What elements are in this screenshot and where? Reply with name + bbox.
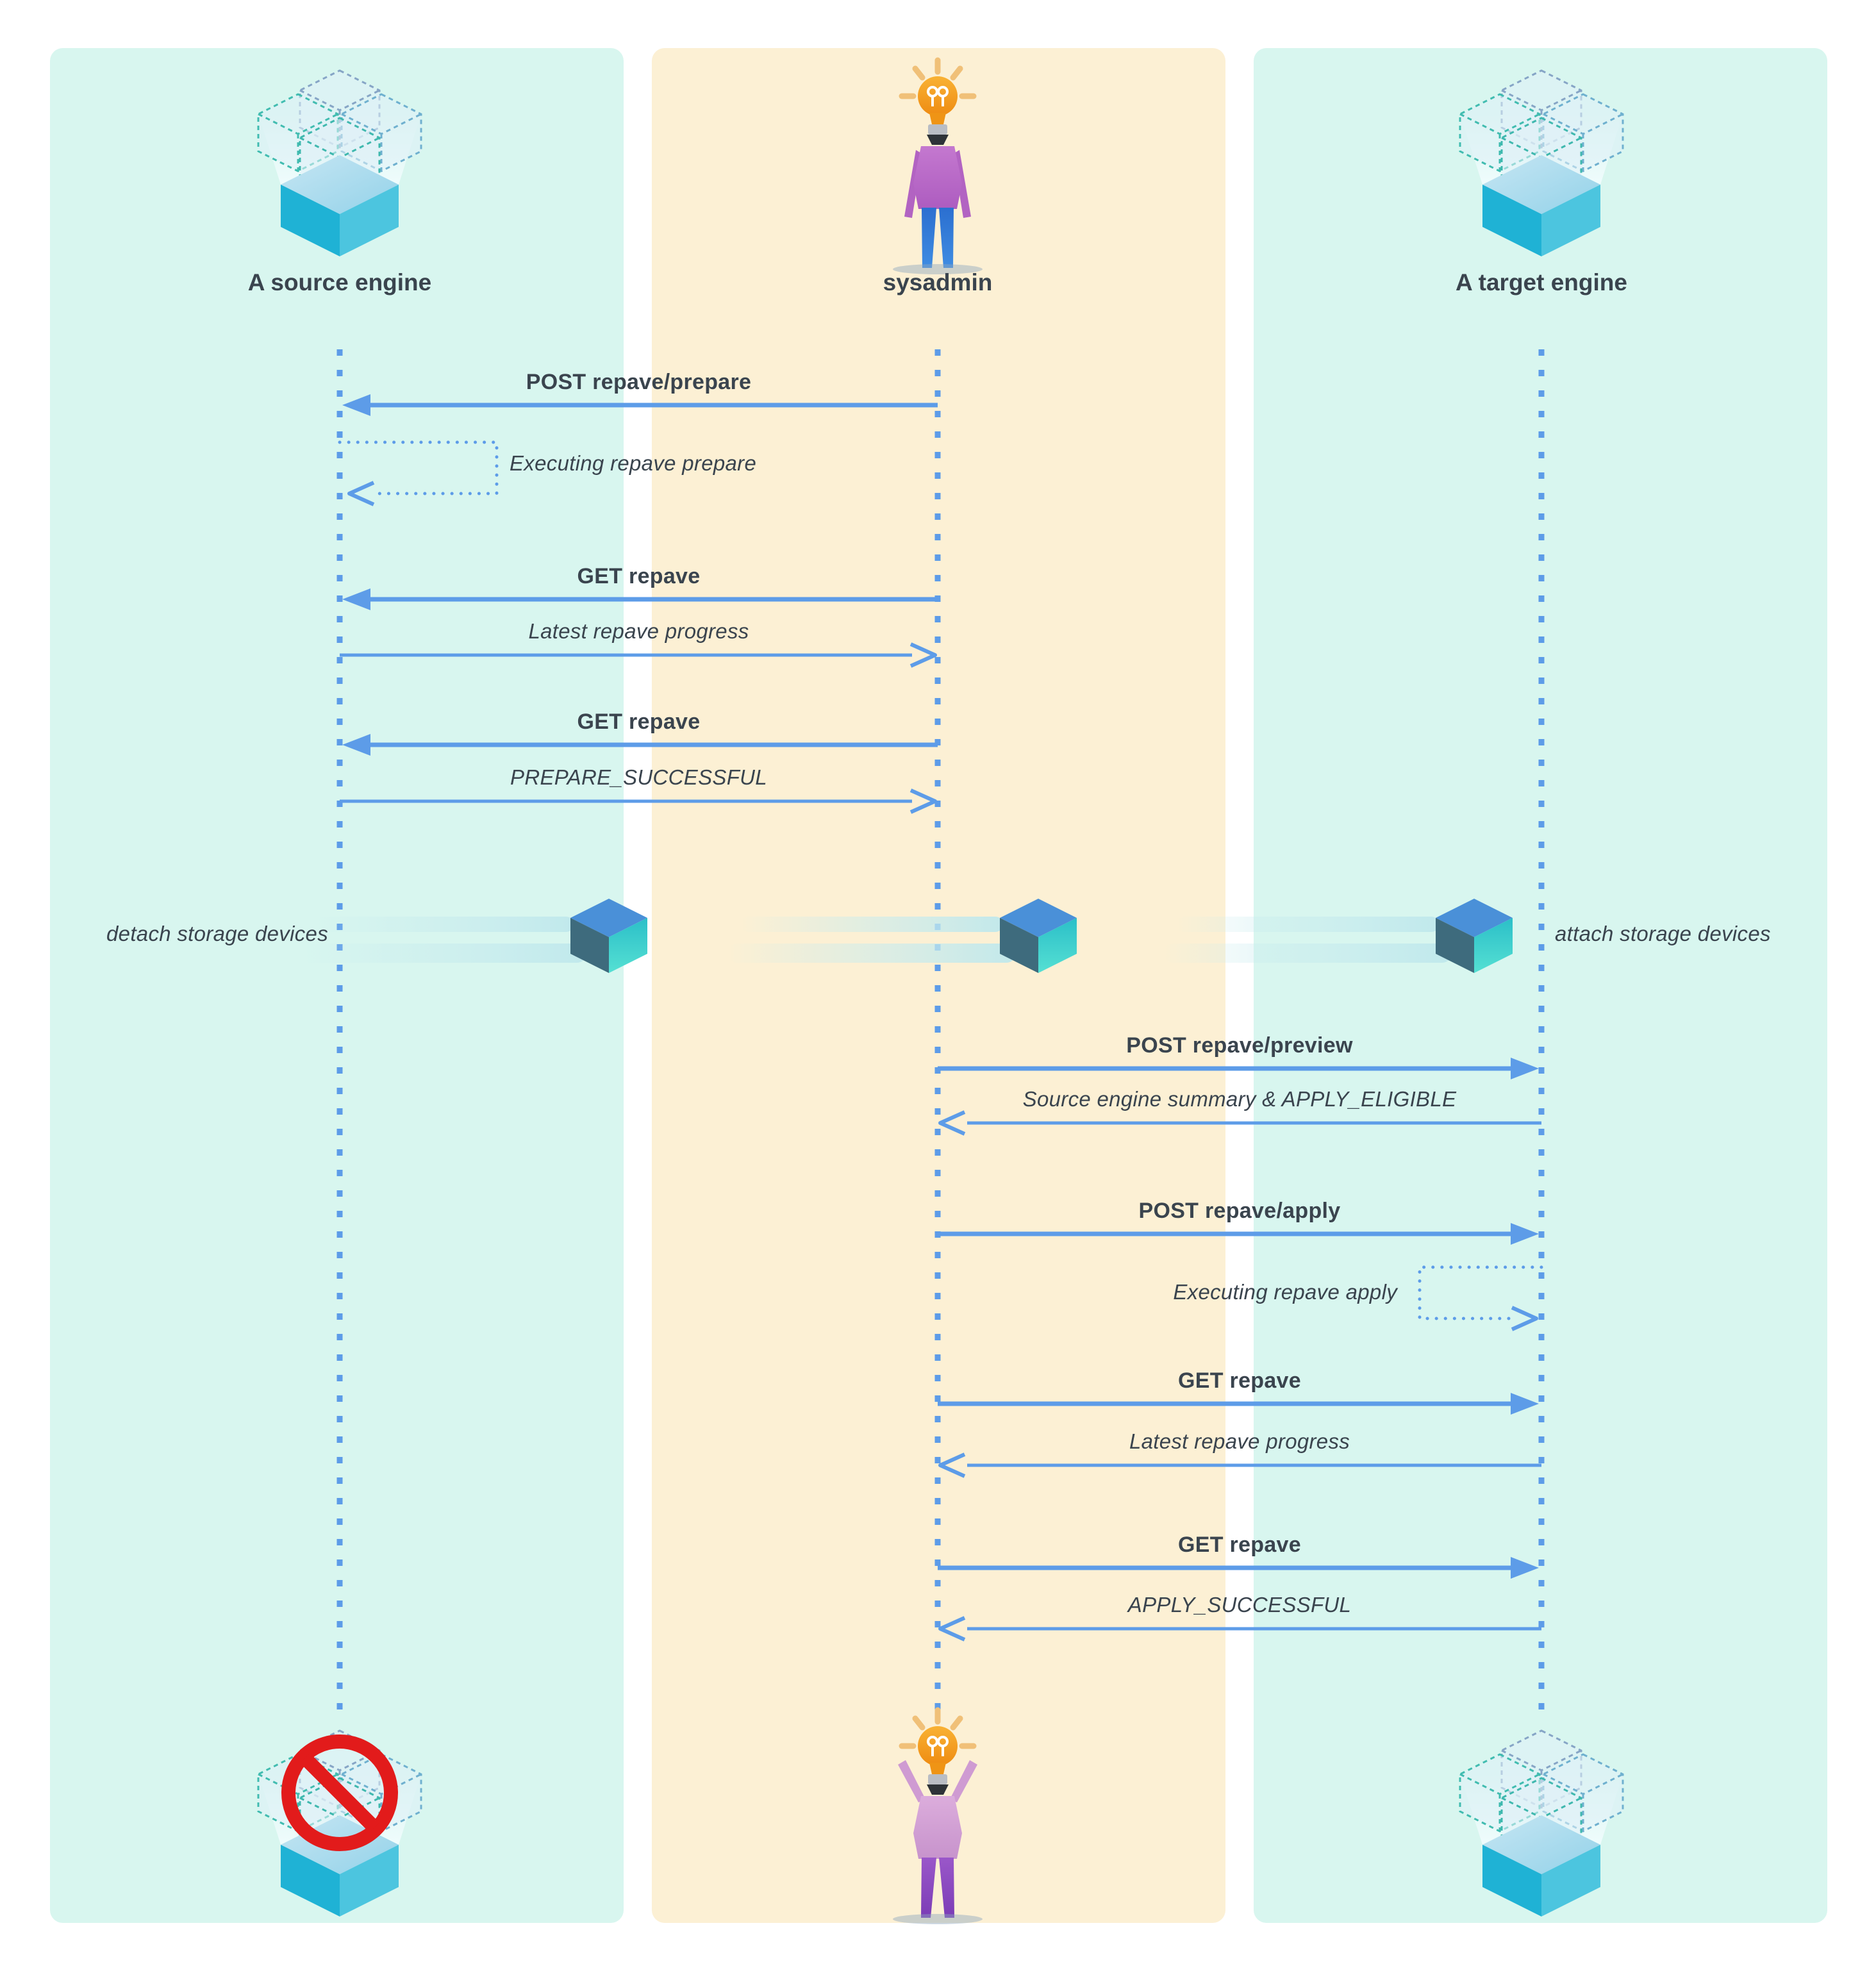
arrow-latest-repave-progress-1 (340, 644, 935, 666)
message-label-get-repave-2: GET repave (577, 710, 701, 734)
message-label-executing-prepare: Executing repave prepare (510, 451, 757, 475)
annotation-detach-storage-devices: detach storage devices (106, 922, 328, 945)
message-label-prepare-successful: PREPARE_SUCCESSFUL (510, 765, 767, 789)
arrow-post-repave-prepare (342, 394, 938, 416)
arrow-post-repave-preview (938, 1058, 1539, 1079)
arrow-summary-apply-eligible (940, 1112, 1541, 1134)
arrow-prepare-successful (340, 790, 935, 812)
message-label-post-repave-apply: POST repave/apply (1138, 1199, 1341, 1223)
storage-cube-icon (1157, 885, 1516, 987)
storage-cube-icon (721, 885, 1080, 987)
arrow-get-repave-2 (342, 734, 938, 756)
sysadmin-celebrating-icon (861, 1706, 1015, 1924)
arrow-apply-successful (940, 1618, 1541, 1640)
sysadmin-person-icon (861, 56, 1015, 274)
annotation-attach-storage-devices: attach storage devices (1555, 922, 1771, 945)
arrow-get-repave-1 (342, 588, 938, 610)
message-label-get-repave-3: GET repave (1178, 1368, 1301, 1393)
message-label-apply-successful: APPLY_SUCCESSFUL (1127, 1593, 1352, 1617)
source-engine-blocked-icon (237, 1713, 442, 1931)
arrow-latest-repave-progress-2 (940, 1454, 1541, 1476)
message-label-latest-progress-2: Latest repave progress (1129, 1429, 1350, 1453)
target-engine-bottom-icon (1439, 1713, 1644, 1931)
self-loop-executing-repave-apply (1420, 1267, 1541, 1329)
arrow-get-repave-4 (938, 1557, 1539, 1579)
message-label-get-repave-4: GET repave (1178, 1533, 1301, 1557)
arrow-get-repave-3 (938, 1393, 1539, 1415)
storage-cube-icon (292, 885, 651, 987)
message-label-get-repave-1: GET repave (577, 564, 701, 588)
message-label-post-repave-preview: POST repave/preview (1126, 1033, 1353, 1058)
message-label-post-repave-prepare: POST repave/prepare (526, 370, 752, 394)
target-engine-icon (1439, 53, 1644, 270)
arrow-post-repave-apply (938, 1223, 1539, 1245)
self-loop-executing-repave-prepare (340, 442, 497, 504)
source-engine-icon (237, 53, 442, 270)
message-label-latest-progress-1: Latest repave progress (528, 619, 749, 643)
message-label-summary-apply-eligible: Source engine summary & APPLY_ELIGIBLE (1022, 1087, 1457, 1111)
actor-label-source: A source engine (247, 269, 432, 295)
actor-label-sysadmin: sysadmin (883, 269, 993, 295)
message-label-executing-apply: Executing repave apply (1173, 1280, 1397, 1304)
actor-label-target: A target engine (1456, 269, 1627, 295)
